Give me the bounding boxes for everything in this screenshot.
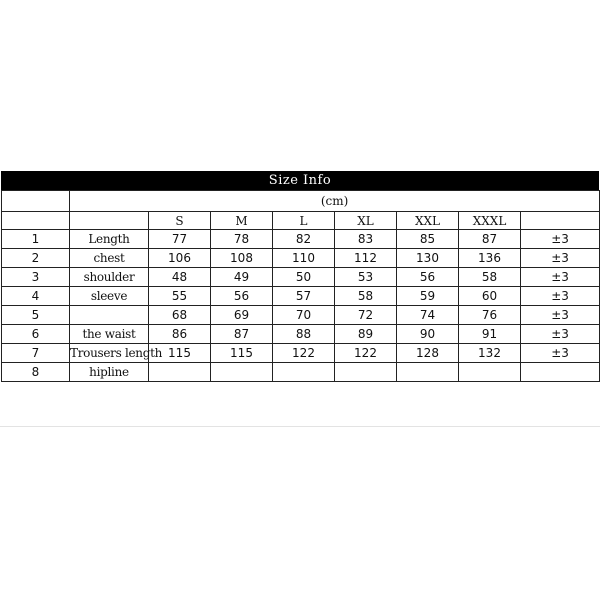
- measurement-value: 115: [211, 344, 273, 363]
- size-label-xxl: XXL: [397, 212, 459, 230]
- size-label-s: S: [149, 212, 211, 230]
- empty-cell: [2, 191, 70, 212]
- measurement-value: 106: [149, 249, 211, 268]
- measurement-label: shoulder: [70, 268, 149, 287]
- measurement-value: 85: [397, 230, 459, 249]
- size-header-row: [2, 212, 600, 230]
- measurement-value: 57: [273, 287, 335, 306]
- size-label-m: M: [211, 212, 273, 230]
- measurement-value: 58: [459, 268, 521, 287]
- table-row: [2, 249, 600, 268]
- tolerance-value: ±3: [521, 230, 600, 249]
- size-table-body: [2, 191, 600, 382]
- measurement-label: hipline: [70, 363, 149, 382]
- tolerance-value: ±3: [521, 344, 600, 363]
- measurement-value: 89: [335, 325, 397, 344]
- measurement-value: 69: [211, 306, 273, 325]
- row-number: 3: [2, 268, 70, 287]
- table-row: [2, 325, 600, 344]
- measurement-value: 60: [459, 287, 521, 306]
- size-label-l: L: [273, 212, 335, 230]
- measurement-value: 88: [273, 325, 335, 344]
- measurement-value: 136: [459, 249, 521, 268]
- measurement-value: [149, 363, 211, 382]
- measurement-value: 122: [273, 344, 335, 363]
- measurement-value: 90: [397, 325, 459, 344]
- row-number: 6: [2, 325, 70, 344]
- measurement-value: [335, 363, 397, 382]
- measurement-value: 58: [335, 287, 397, 306]
- measurement-value: 56: [211, 287, 273, 306]
- measurement-value: 70: [273, 306, 335, 325]
- tolerance-value: ±3: [521, 287, 600, 306]
- table-row: [2, 306, 600, 325]
- unit-row: [2, 191, 600, 212]
- size-label-xl: XL: [335, 212, 397, 230]
- empty-cell: [70, 212, 149, 230]
- measurement-value: 86: [149, 325, 211, 344]
- measurement-value: 108: [211, 249, 273, 268]
- measurement-value: 72: [335, 306, 397, 325]
- measurement-value: 68: [149, 306, 211, 325]
- measurement-value: 53: [335, 268, 397, 287]
- unit-label: (cm): [70, 191, 600, 212]
- measurement-value: 49: [211, 268, 273, 287]
- measurement-value: 74: [397, 306, 459, 325]
- size-label-xxxl: XXXL: [459, 212, 521, 230]
- divider: [0, 426, 600, 427]
- table-row: [2, 230, 600, 249]
- table-row: [2, 363, 600, 382]
- measurement-value: 50: [273, 268, 335, 287]
- measurement-value: [459, 363, 521, 382]
- measurement-value: 76: [459, 306, 521, 325]
- row-number: 7: [2, 344, 70, 363]
- measurement-value: [211, 363, 273, 382]
- measurement-value: 115: [149, 344, 211, 363]
- measurement-label: Length: [70, 230, 149, 249]
- measurement-value: 55: [149, 287, 211, 306]
- measurement-label: [70, 306, 149, 325]
- measurement-value: 48: [149, 268, 211, 287]
- tolerance-value: [521, 363, 600, 382]
- table-row: [2, 268, 600, 287]
- measurement-value: 132: [459, 344, 521, 363]
- empty-cell: [521, 212, 600, 230]
- measurement-value: 87: [211, 325, 273, 344]
- row-number: 2: [2, 249, 70, 268]
- measurement-label: sleeve: [70, 287, 149, 306]
- measurement-value: 112: [335, 249, 397, 268]
- measurement-value: 78: [211, 230, 273, 249]
- tolerance-value: ±3: [521, 325, 600, 344]
- tolerance-value: ±3: [521, 249, 600, 268]
- measurement-value: 128: [397, 344, 459, 363]
- measurement-value: 130: [397, 249, 459, 268]
- measurement-value: 56: [397, 268, 459, 287]
- measurement-value: 82: [273, 230, 335, 249]
- measurement-value: 122: [335, 344, 397, 363]
- row-number: 1: [2, 230, 70, 249]
- table-row: [2, 344, 600, 363]
- tolerance-value: ±3: [521, 268, 600, 287]
- size-chart-table: [1, 190, 600, 382]
- measurement-label: chest: [70, 249, 149, 268]
- measurement-label: Trousers length: [70, 344, 149, 363]
- row-number: 4: [2, 287, 70, 306]
- measurement-value: 87: [459, 230, 521, 249]
- measurement-value: [397, 363, 459, 382]
- measurement-value: 77: [149, 230, 211, 249]
- row-number: 5: [2, 306, 70, 325]
- empty-cell: [2, 212, 70, 230]
- measurement-value: 59: [397, 287, 459, 306]
- measurement-value: [273, 363, 335, 382]
- measurement-value: 83: [335, 230, 397, 249]
- measurement-value: 91: [459, 325, 521, 344]
- table-row: [2, 287, 600, 306]
- measurement-value: 110: [273, 249, 335, 268]
- row-number: 8: [2, 363, 70, 382]
- tolerance-value: ±3: [521, 306, 600, 325]
- measurement-label: the waist: [70, 325, 149, 344]
- size-info-title: Size Info: [1, 171, 599, 190]
